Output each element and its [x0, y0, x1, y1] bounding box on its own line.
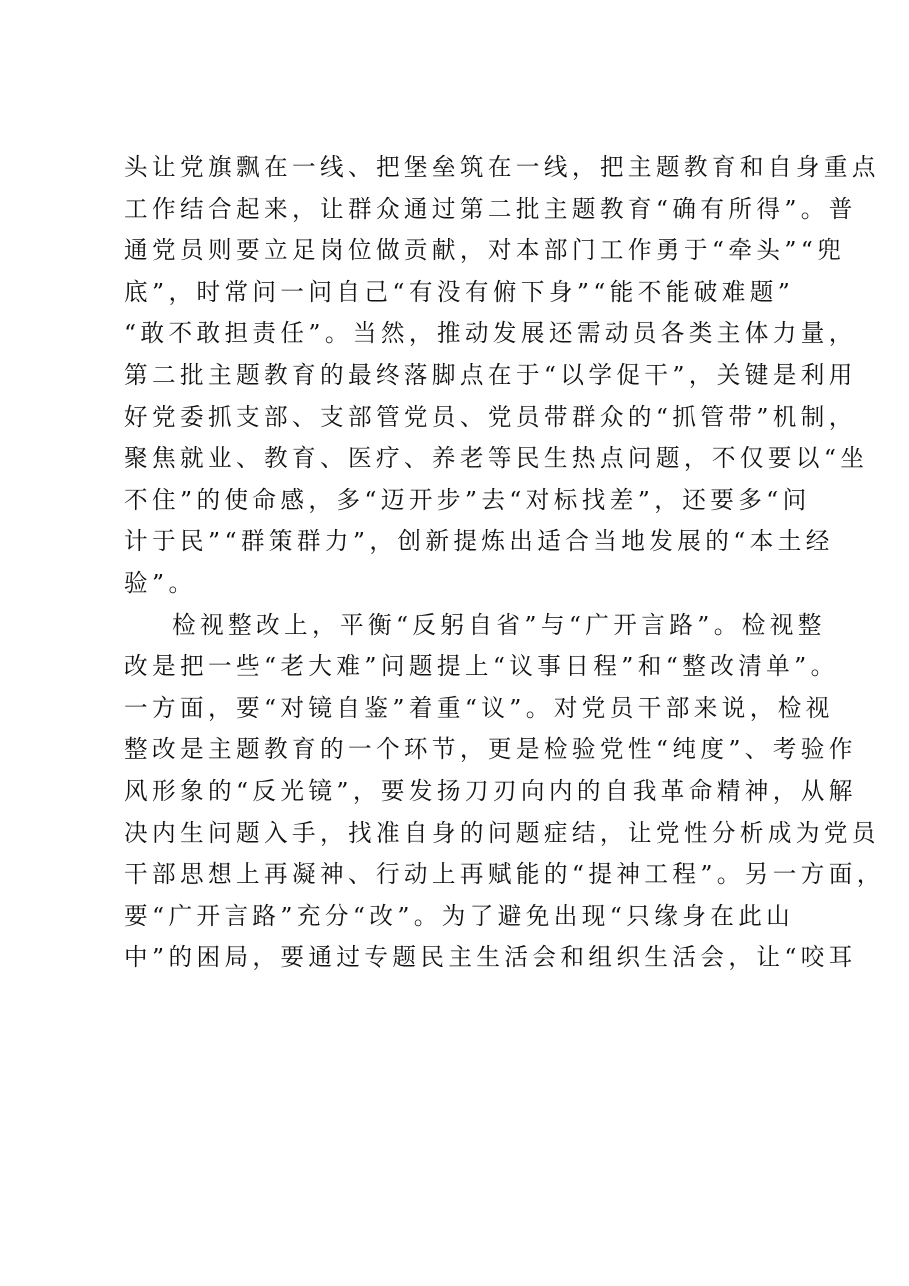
document-body [124, 147, 885, 979]
text-line: 头让党旗飘在一线、把堡垒筑在一线，把主题教育和自身重点 [124, 153, 880, 181]
text-line: 决内生问题入手，找准自身的问题症结，让党性分析成为党员 [124, 818, 880, 847]
text-line: 工作结合起来，让群众通过第二批主题教育“确有所得”。普 [124, 194, 857, 223]
paragraph-1 [124, 147, 880, 605]
text-line: 验”。 [124, 568, 197, 597]
text-line: 不住”的使命感，多“迈开步”去“对标找差”，还要多“问 [124, 485, 811, 514]
text-line: 第二批主题教育的最终落脚点在于“以学促干”，关键是利用 [124, 360, 857, 389]
paragraph-2 [124, 605, 885, 979]
text-line: 要“广开言路”充分“改”。为了避免出现“只缘身在此山 [124, 901, 795, 930]
text-line: “敢不敢担责任”。当然，推动发展还需动员各类主体力量， [124, 319, 857, 348]
text-line: 通党员则要立足岗位做贡献，对本部门工作勇于“牵头”“兜 [124, 236, 846, 265]
text-line: 干部思想上再凝神、行动上再赋能的“提神工程”。另一方面， [124, 860, 885, 889]
text-line: 好党委抓支部、支部管党员、党员带群众的“抓管带”机制， [124, 402, 857, 431]
text-line: 计于民”“群策群力”，创新提炼出适合当地发展的“本土经 [124, 527, 834, 556]
text-line: 聚焦就业、教育、医疗、养老等民生热点问题，不仅要以“坐 [124, 444, 869, 473]
text-line-first: 检视整改上，平衡“反躬自省”与“广开言路”。检视整 [172, 610, 826, 639]
text-line: 底”，时常问一问自己“有没有俯下身”“能不能破难题” [124, 277, 795, 306]
text-line: 风形象的“反光镜”，要发扬刀刃向内的自我革命精神，从解 [124, 776, 857, 805]
text-line: 改是把一些“老大难”问题提上“议事日程”和“整改清单”。 [124, 652, 839, 681]
text-line: 整改是主题教育的一个环节，更是检验党性“纯度”、考验作 [124, 735, 857, 764]
text-line: 中”的困局，要通过专题民主生活会和组织生活会，让“咬耳 [124, 943, 857, 972]
text-line: 一方面，要“对镜自鉴”着重“议”。对党员干部来说，检视 [124, 693, 834, 722]
